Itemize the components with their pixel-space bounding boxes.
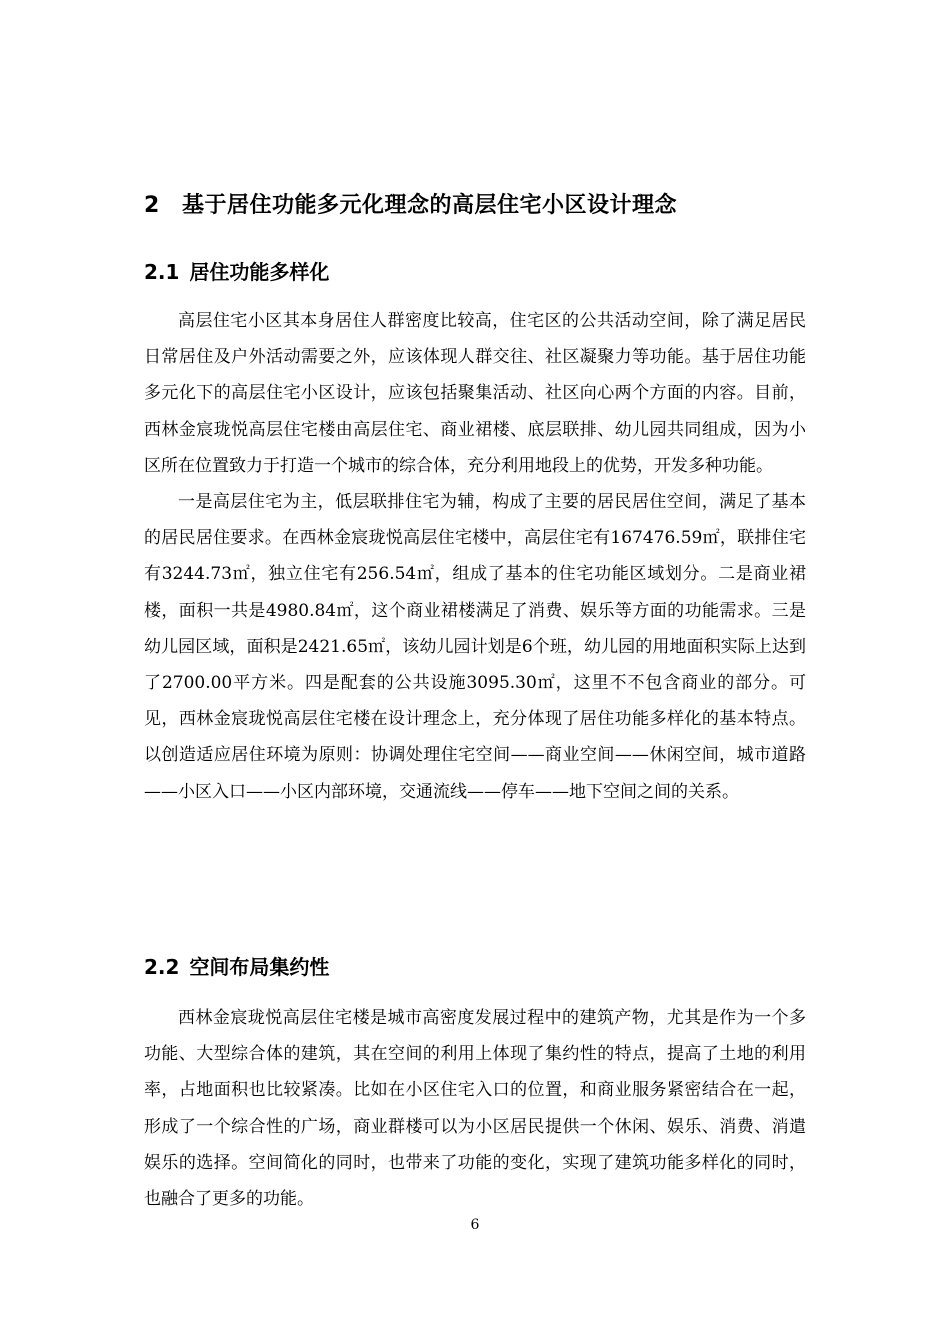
- chapter-number: 2: [144, 193, 160, 218]
- section-2-1-body: [144, 303, 806, 810]
- body-paragraph: 西林金宸珑悦高层住宅楼是城市高密度发展过程中的建筑产物，尤其是作为一个多功能、大型综合体的建筑，其在空间的利用上体现了集约性的特点，提高了土地的利用率，占地面积也比较紧凑。比如在小区住宅入口的位置，和商业服务紧密结合在一起，形成了一个综合性的广场，商业群楼可以为小区居民提供一个休闲、娱乐、消费、消遣娱乐的选择。空间简化的同时，也带来了功能的变化，实现了建筑功能多样化的同时，也融合了更多的功能。: [144, 1008, 806, 1210]
- section-heading-2-2: [144, 952, 824, 982]
- section-title-text: 空间布局集约性: [189, 955, 330, 979]
- body-paragraph: 一是高层住宅为主，低层联排住宅为辅，构成了主要的居民居住空间，满足了基本的居民居住要求。在西林金宸珑悦高层住宅楼中，高层住宅有167476.59㎡，联排住宅有3244.73㎡，独立住宅有256.54㎡，组成了基本的住宅功能区域划分。二是商业裙楼，面积一共是4980.84㎡，这个商业裙楼满足了消费、娱乐等方面的功能需求。三是幼儿园区域，面积是2421.65㎡，该幼儿园计划是6个班，幼儿园的用地面积实际上达到了2700.00平方米。四是配套的公共设施3095.30㎡，这里不不包含商业的部分。可见，西林金宸珑悦高层住宅楼在设计理念上，充分体现了居住功能多样化的基本特点。以创造适应居住环境为原则：协调处理住宅空间——商业空间——休闲空间，城市道路——小区入口——小区内部环境，交通流线——停车——地下空间之间的关系。: [144, 492, 806, 802]
- section-number: 2.1: [144, 260, 180, 284]
- section-number: 2.2: [144, 955, 180, 979]
- page-number: 6: [470, 1217, 480, 1233]
- section-2-2-body: [144, 1000, 806, 1217]
- section-heading-2-1: [144, 257, 824, 287]
- chapter-heading: [144, 190, 824, 222]
- chapter-title-text: 基于居住功能多元化理念的高层住宅小区设计理念: [182, 193, 678, 218]
- section-title-text: 居住功能多样化: [189, 260, 330, 284]
- body-paragraph: 高层住宅小区其本身居住人群密度比较高，住宅区的公共活动空间，除了满足居民日常居住及户外活动需要之外，应该体现人群交往、社区凝聚力等功能。基于居住功能多元化下的高层住宅小区设计，应该包括聚集活动、社区向心两个方面的内容。目前，西林金宸珑悦高层住宅楼由高层住宅、商业裙楼、底层联排、幼儿园共同组成，因为小区所在位置致力于打造一个城市的综合体，充分利用地段上的优势，开发多种功能。: [144, 311, 806, 476]
